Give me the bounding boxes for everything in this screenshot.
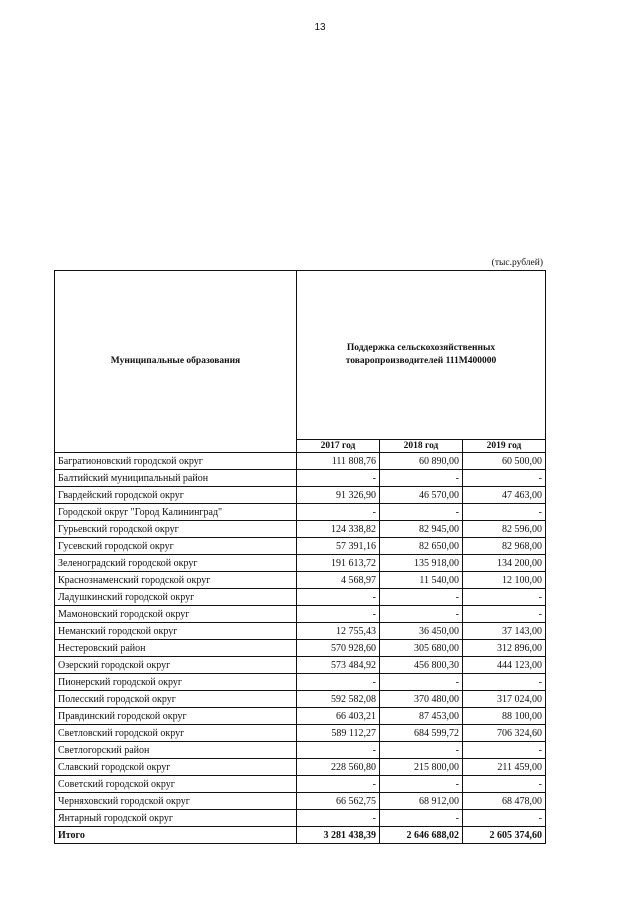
- value-2017-cell: 191 613,72: [297, 555, 380, 572]
- table-row: [55, 504, 546, 521]
- value-2018-cell: 684 599,72: [380, 725, 463, 742]
- table-row: [55, 725, 546, 742]
- value-2017-cell: 4 568,97: [297, 572, 380, 589]
- municipality-cell: Пионерский городской округ: [55, 674, 297, 691]
- value-2017-cell: 91 326,90: [297, 487, 380, 504]
- value-2019-cell: 82 596,00: [463, 521, 546, 538]
- municipality-cell: Нестеровский район: [55, 640, 297, 657]
- value-2017-cell: -: [297, 742, 380, 759]
- value-2019-cell: 312 896,00: [463, 640, 546, 657]
- value-2018-cell: 36 450,00: [380, 623, 463, 640]
- value-2017-cell: 57 391,16: [297, 538, 380, 555]
- value-2018-cell: 135 918,00: [380, 555, 463, 572]
- municipality-cell: Янтарный городской округ: [55, 810, 297, 827]
- total-row: [55, 827, 546, 844]
- municipality-cell: Славский городской округ: [55, 759, 297, 776]
- value-2017-cell: -: [297, 470, 380, 487]
- table-row: [55, 640, 546, 657]
- value-2018-cell: 46 570,00: [380, 487, 463, 504]
- municipality-cell: Зеленоградский городской округ: [55, 555, 297, 572]
- value-2018-cell: -: [380, 470, 463, 487]
- value-2018-cell: -: [380, 810, 463, 827]
- value-2017-cell: 12 755,43: [297, 623, 380, 640]
- value-2018-cell: 456 800,30: [380, 657, 463, 674]
- table-row: [55, 708, 546, 725]
- value-2017-cell: 111 808,76: [297, 453, 380, 470]
- municipality-cell: Краснознаменский городской округ: [55, 572, 297, 589]
- value-2019-cell: 37 143,00: [463, 623, 546, 640]
- table-row: [55, 691, 546, 708]
- value-2019-cell: -: [463, 674, 546, 691]
- value-2018-cell: 11 540,00: [380, 572, 463, 589]
- page-number: 13: [314, 22, 326, 33]
- table-row: [55, 674, 546, 691]
- value-2019-cell: -: [463, 470, 546, 487]
- units-label: (тыс.рублей): [491, 258, 543, 268]
- value-2017-cell: -: [297, 674, 380, 691]
- value-2019-cell: 60 500,00: [463, 453, 546, 470]
- value-2019-cell: 82 968,00: [463, 538, 546, 555]
- table-row: [55, 810, 546, 827]
- value-2018-cell: 2 646 688,02: [380, 827, 463, 844]
- value-2019-cell: 47 463,00: [463, 487, 546, 504]
- value-2019-cell: -: [463, 504, 546, 521]
- value-2019-cell: 444 123,00: [463, 657, 546, 674]
- value-2017-cell: 3 281 438,39: [297, 827, 380, 844]
- value-2017-cell: -: [297, 504, 380, 521]
- value-2019-cell: -: [463, 606, 546, 623]
- municipality-cell: Ладушкинский городской округ: [55, 589, 297, 606]
- value-2017-cell: 573 484,92: [297, 657, 380, 674]
- municipality-cell: Озерский городской округ: [55, 657, 297, 674]
- value-2018-cell: 60 890,00: [380, 453, 463, 470]
- value-2017-cell: 228 560,80: [297, 759, 380, 776]
- table-row: [55, 521, 546, 538]
- table-row: [55, 657, 546, 674]
- value-2019-cell: -: [463, 742, 546, 759]
- column-header-program: Поддержка сельскохозяйственных товаропроизводителей 111М400000: [297, 271, 546, 440]
- value-2019-cell: 211 459,00: [463, 759, 546, 776]
- value-2019-cell: -: [463, 776, 546, 793]
- municipality-cell: Неманский городской округ: [55, 623, 297, 640]
- value-2018-cell: -: [380, 776, 463, 793]
- value-2018-cell: -: [380, 504, 463, 521]
- value-2019-cell: -: [463, 810, 546, 827]
- table-row: [55, 606, 546, 623]
- table-row: [55, 759, 546, 776]
- table-row: [55, 623, 546, 640]
- table-row: [55, 555, 546, 572]
- municipality-cell: Городской округ "Город Калининград": [55, 504, 297, 521]
- value-2018-cell: -: [380, 742, 463, 759]
- municipality-cell: Итого: [55, 827, 297, 844]
- value-2017-cell: 66 403,21: [297, 708, 380, 725]
- value-2018-cell: -: [380, 606, 463, 623]
- value-2019-cell: 68 478,00: [463, 793, 546, 810]
- value-2019-cell: -: [463, 589, 546, 606]
- table-row: [55, 742, 546, 759]
- value-2017-cell: -: [297, 589, 380, 606]
- value-2017-cell: 589 112,27: [297, 725, 380, 742]
- table-row: [55, 538, 546, 555]
- municipality-cell: Светловский городской округ: [55, 725, 297, 742]
- value-2018-cell: 370 480,00: [380, 691, 463, 708]
- value-2018-cell: 305 680,00: [380, 640, 463, 657]
- value-2018-cell: 87 453,00: [380, 708, 463, 725]
- table-row: [55, 793, 546, 810]
- value-2019-cell: 134 200,00: [463, 555, 546, 572]
- municipality-cell: Гурьевский городской округ: [55, 521, 297, 538]
- municipality-cell: Правдинский городской округ: [55, 708, 297, 725]
- municipality-cell: Советский городской округ: [55, 776, 297, 793]
- value-2017-cell: -: [297, 606, 380, 623]
- municipality-cell: Багратионовский городской округ: [55, 453, 297, 470]
- municipality-cell: Мамоновский городской округ: [55, 606, 297, 623]
- value-2018-cell: -: [380, 674, 463, 691]
- municipality-cell: Гвардейский городской округ: [55, 487, 297, 504]
- table-row: [55, 470, 546, 487]
- year-header-2018: 2018 год: [380, 440, 463, 453]
- table-row: [55, 589, 546, 606]
- year-header-2019: 2019 год: [463, 440, 546, 453]
- municipality-cell: Балтийский муниципальный район: [55, 470, 297, 487]
- municipality-cell: Гусевский городской округ: [55, 538, 297, 555]
- year-header-2017: 2017 год: [297, 440, 380, 453]
- municipality-cell: Черняховский городской округ: [55, 793, 297, 810]
- value-2017-cell: -: [297, 776, 380, 793]
- header-row: [55, 271, 546, 440]
- value-2018-cell: 68 912,00: [380, 793, 463, 810]
- value-2018-cell: 82 945,00: [380, 521, 463, 538]
- table-row: [55, 453, 546, 470]
- table-row: [55, 572, 546, 589]
- value-2017-cell: -: [297, 810, 380, 827]
- municipality-cell: Полесский городской округ: [55, 691, 297, 708]
- value-2019-cell: 706 324,60: [463, 725, 546, 742]
- value-2017-cell: 124 338,82: [297, 521, 380, 538]
- value-2017-cell: 570 928,60: [297, 640, 380, 657]
- value-2018-cell: 82 650,00: [380, 538, 463, 555]
- municipality-cell: Светлогорский район: [55, 742, 297, 759]
- value-2018-cell: -: [380, 589, 463, 606]
- value-2019-cell: 12 100,00: [463, 572, 546, 589]
- value-2019-cell: 88 100,00: [463, 708, 546, 725]
- table-row: [55, 776, 546, 793]
- value-2017-cell: 66 562,75: [297, 793, 380, 810]
- value-2019-cell: 2 605 374,60: [463, 827, 546, 844]
- value-2019-cell: 317 024,00: [463, 691, 546, 708]
- value-2017-cell: 592 582,08: [297, 691, 380, 708]
- column-header-municipality: Муниципальные образования: [55, 271, 297, 453]
- table-row: [55, 487, 546, 504]
- subsidy-table: [54, 270, 546, 844]
- value-2018-cell: 215 800,00: [380, 759, 463, 776]
